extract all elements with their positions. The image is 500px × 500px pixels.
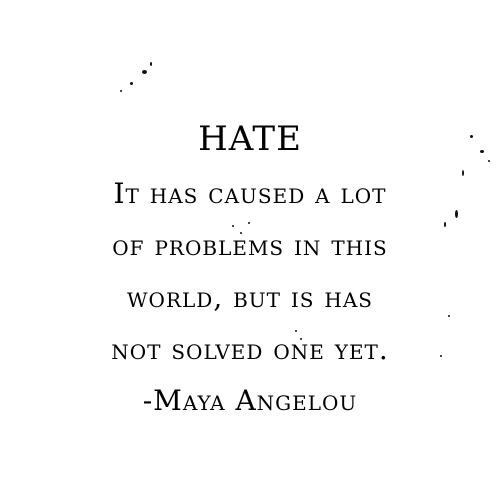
quote-title: HATE [198,119,302,159]
quote-line: It has caused a lot [113,177,387,210]
quote-line: world, but is has [126,281,373,314]
quote-block [0,110,500,426]
noise-speck [142,70,147,74]
quote-line: of problems in this [112,229,388,262]
quote-line: not solved one yet. [111,333,389,366]
noise-speck [130,82,133,85]
noise-speck [150,62,152,66]
quote-author: -Maya Angelou [142,384,358,417]
noise-speck [120,90,122,92]
